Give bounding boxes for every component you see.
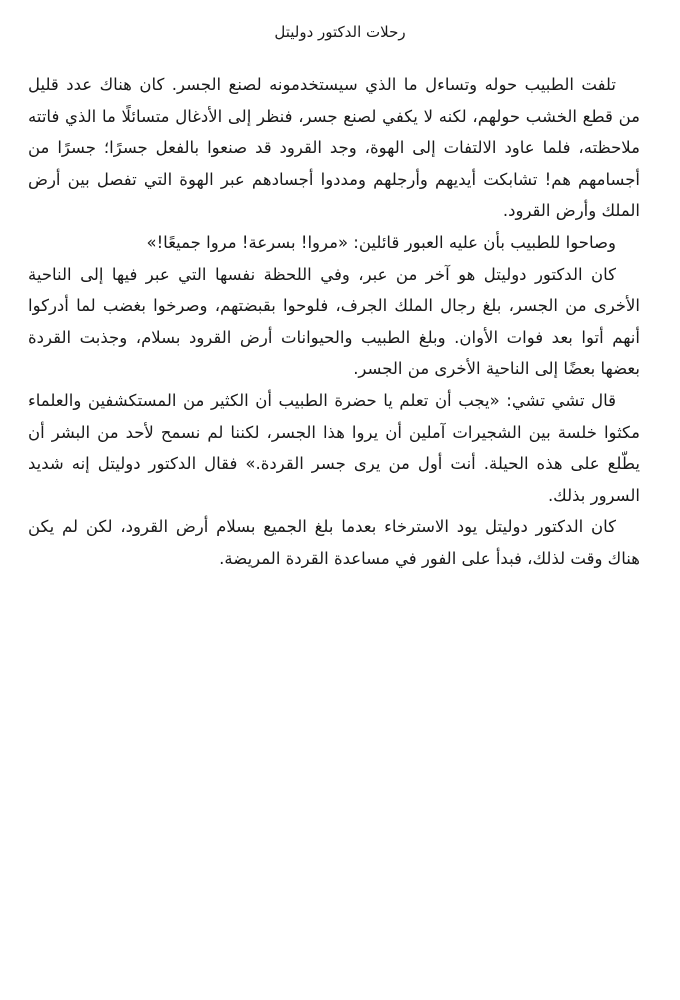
paragraph-1: تلفت الطبيب حوله وتساءل ما الذي سيستخدمونه لصنع الجسر. كان هناك عدد قليل من قطع الخشب حولهم، لكنه لا يكفي لصنع جسر، فنظر إلى الأدغال متسائلًا ما الذي فاتته ملاحظته، فلما عاود الالتفات إلى الهوة، وجد القرود قد صنعوا بالفعل جسرًا؛ جسرًا من أجسامهم هم! تشابكت أيديهم وأرجلهم ومددوا أجسادهم عبر الهوة التي تفصل بين أرض الملك وأرض القرود. (28, 75, 640, 221)
paragraph-4: قال تشي تشي: «يجب أن تعلم يا حضرة الطبيب أن الكثير من المستكشفين والعلماء مكثوا خلسة بين الشجيرات آملين أن يروا هذا الجسر، لكننا لم نسمح لأحد من البشر أن يطّلع على هذه الحيلة. أنت أول من يرى جسر القردة.» فقال الدكتور دوليتل إنه شديد السرور بذلك. (28, 390, 640, 505)
paragraph-3: كان الدكتور دوليتل هو آخر من عبر، وفي اللحظة نفسها التي عبر فيها إلى الناحية الأخرى من الجسر، بلغ رجال الملك الجرف، فلوحوا بقبضتهم، وصرخوا بغضب لما أدركوا أنهم أتوا بعد فوات الأوان. وبلغ الطبيب والحيوانات أرض القرود بسلام، وجذبت القردة بعضها بعضًا إلى الناحية الأخرى من الجسر. (28, 264, 640, 379)
paragraph-5: كان الدكتور دوليتل يود الاسترخاء بعدما بلغ الجميع بسلام أرض القرود، لكن لم يكن هناك وقت لذلك، فبدأ على الفور في مساعدة القردة المريضة. (28, 517, 640, 568)
body-text (28, 69, 640, 575)
paragraph-2: وصاحوا للطبيب بأن عليه العبور قائلين: «مروا! بسرعة! مروا جميعًا!» (146, 232, 616, 252)
running-header: رحلات الدكتور دوليتل (274, 23, 406, 41)
